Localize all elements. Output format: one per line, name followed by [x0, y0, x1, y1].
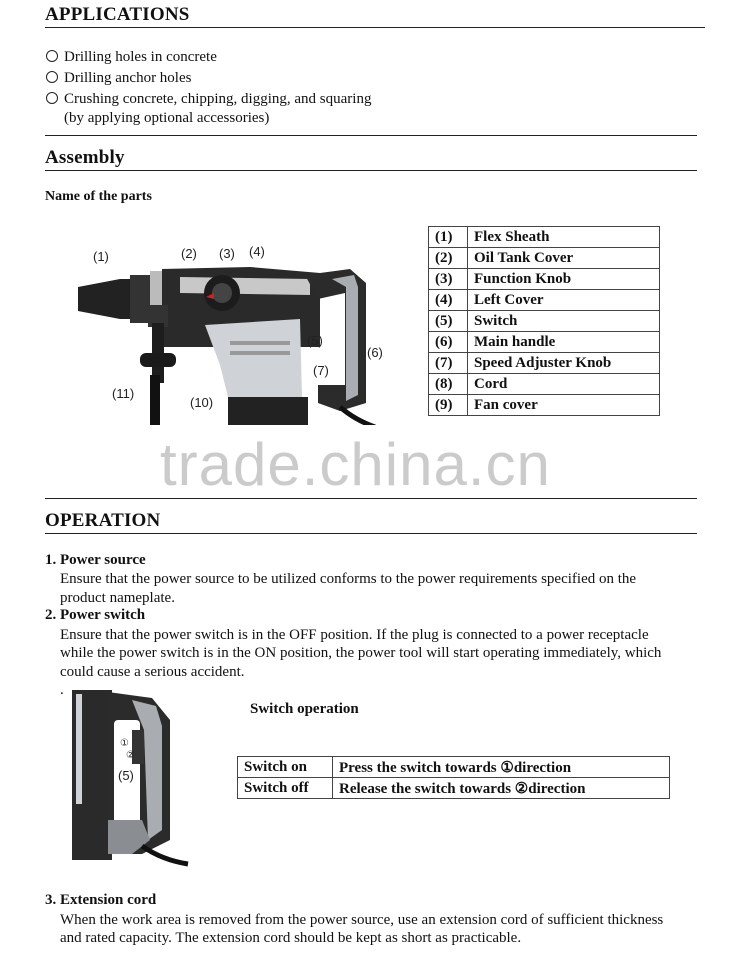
- table-row: (4) Left Cover: [429, 290, 660, 311]
- callout-label: (6): [367, 345, 383, 360]
- section-divider: [45, 498, 697, 499]
- stray-dot: .: [60, 682, 64, 698]
- table-row: (2) Oil Tank Cover: [429, 248, 660, 269]
- list-item: Crushing concrete, chipping, digging, and squaring: [46, 89, 371, 109]
- parts-table: [428, 226, 660, 416]
- callout-label: (7): [313, 363, 329, 378]
- table-row: Switch off Release the switch towards ②direction: [238, 778, 670, 799]
- paragraph-line: while the power switch is in the ON position, the power tool will start operating immediately, which: [60, 645, 662, 661]
- table-row: (5) Switch: [429, 311, 660, 332]
- direction-one-label: ①: [120, 738, 129, 749]
- table-row: (7) Speed Adjuster Knob: [429, 353, 660, 374]
- heading-rule: [45, 170, 697, 171]
- callout-label: (4): [249, 244, 265, 259]
- table-row: (6) Main handle: [429, 332, 660, 353]
- heading-rule: [45, 533, 697, 534]
- direction-two-label: ②: [126, 750, 135, 761]
- section-title: 1. Power source: [45, 552, 146, 568]
- callout-label: (3): [219, 246, 235, 261]
- paragraph-line: and rated capacity. The extension cord should be kept as short as practicable.: [60, 930, 522, 946]
- heading-rule: [45, 27, 705, 28]
- table-row: Switch on Press the switch towards ①direction: [238, 757, 670, 778]
- section-divider: [45, 135, 697, 136]
- paragraph-line: Ensure that the power switch is in the OFF position. If the plug is connected to a power receptacle: [60, 627, 649, 643]
- table-row: (8) Cord: [429, 374, 660, 395]
- circle-bullet-icon: [46, 92, 58, 104]
- paragraph-line: product nameplate.: [60, 590, 175, 606]
- circle-bullet-icon: [46, 71, 58, 83]
- paragraph-line: Ensure that the power source to be utilized conforms to the power requirements specified on the: [60, 571, 637, 587]
- assembly-heading: Assembly: [45, 147, 125, 168]
- callout-label: (11): [112, 386, 135, 401]
- section-title: 3. Extension cord: [45, 892, 157, 908]
- switch-operation-heading: Switch operation: [250, 701, 359, 717]
- table-row: (1) Flex Sheath: [429, 227, 660, 248]
- list-item: Drilling anchor holes: [46, 68, 191, 88]
- parts-subheading: Name of the parts: [45, 189, 152, 204]
- watermark: trade.china.cn: [160, 431, 551, 498]
- circle-bullet-icon: [46, 50, 58, 62]
- section-title: 2. Power switch: [45, 607, 146, 623]
- paragraph-line: When the work area is removed from the power source, use an extension cord of sufficient thickness: [60, 912, 664, 928]
- callout-label: (10): [190, 395, 214, 410]
- callout-label: (1): [93, 249, 109, 264]
- applications-heading: APPLICATIONS: [45, 4, 190, 25]
- operation-heading: OPERATION: [45, 510, 161, 531]
- callout-label: (5): [307, 333, 323, 348]
- switch-operation-table: [237, 756, 670, 799]
- callout-label: (2): [181, 246, 197, 261]
- table-row: (3) Function Knob: [429, 269, 660, 290]
- table-row: (9) Fan cover: [429, 395, 660, 416]
- list-item-continuation: (by applying optional accessories): [64, 110, 270, 126]
- list-item: Drilling holes in concrete: [46, 47, 217, 67]
- paragraph-line: could cause a serious accident.: [60, 664, 245, 680]
- switch-callout: (5): [118, 768, 134, 783]
